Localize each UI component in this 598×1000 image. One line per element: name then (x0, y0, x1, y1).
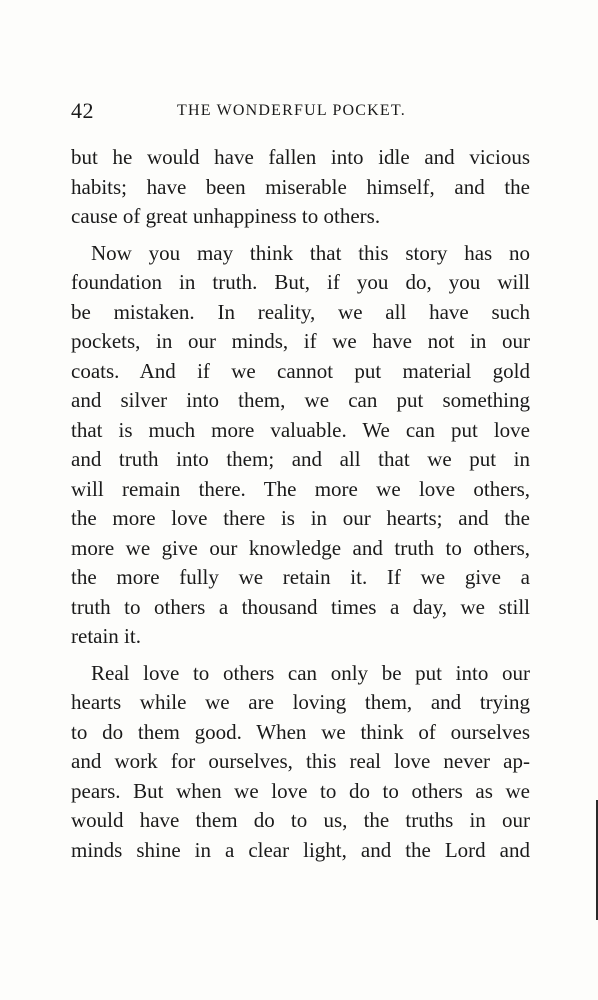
text-line: foundation in truth. But, if you do, you will (71, 270, 530, 294)
text-line: but he would have fallen into idle and vicious (71, 145, 530, 169)
text-line: cause of great unhappiness to others. (71, 204, 381, 228)
text-line: to do them good. When we think of ourselves (71, 719, 530, 744)
text-line: and work for ourselves, this real love never ap- (71, 749, 530, 773)
page-header (71, 98, 531, 132)
text-line: pears. But when we love to do to others as we (71, 778, 530, 803)
text-line: minds shine in a clear light, and the Lord and (71, 837, 530, 862)
text-line: Real love to others can only be put into our (91, 660, 530, 685)
text-line: pockets, in our minds, if we have not in our (71, 329, 530, 353)
text-line: retain it. (71, 624, 141, 648)
text-line: habits; have been miserable himself, and the (71, 174, 530, 199)
text-line: Now you may think that this story has no (91, 240, 530, 265)
text-line: the more fully we retain it. If we give a (71, 565, 530, 589)
text-line: be mistaken. In reality, we all have such (71, 299, 530, 324)
paragraph-1 (71, 143, 530, 232)
text-line: more we give our knowledge and truth to others, (71, 535, 530, 560)
text-line: that is much more valuable. We can put love (71, 417, 530, 442)
paragraph-3 (71, 659, 530, 866)
text-line: and silver into them, we can put something (71, 388, 530, 412)
text-line: hearts while we are loving them, and trying (71, 690, 530, 714)
text-line: truth to others a thousand times a day, we still (71, 594, 530, 619)
paragraph-2 (71, 239, 530, 652)
body-text (71, 143, 530, 865)
page-number: 42 (71, 98, 94, 123)
text-line: and truth into them; and all that we put in (71, 447, 530, 471)
running-title: THE WONDERFUL POCKET. (177, 102, 406, 119)
text-line: the more love there is in our hearts; and the (71, 506, 530, 530)
text-line: will remain there. The more we love others, (71, 476, 530, 501)
text-line: coats. And if we cannot put material gold (71, 358, 530, 383)
text-line: would have them do to us, the truths in our (71, 808, 530, 832)
